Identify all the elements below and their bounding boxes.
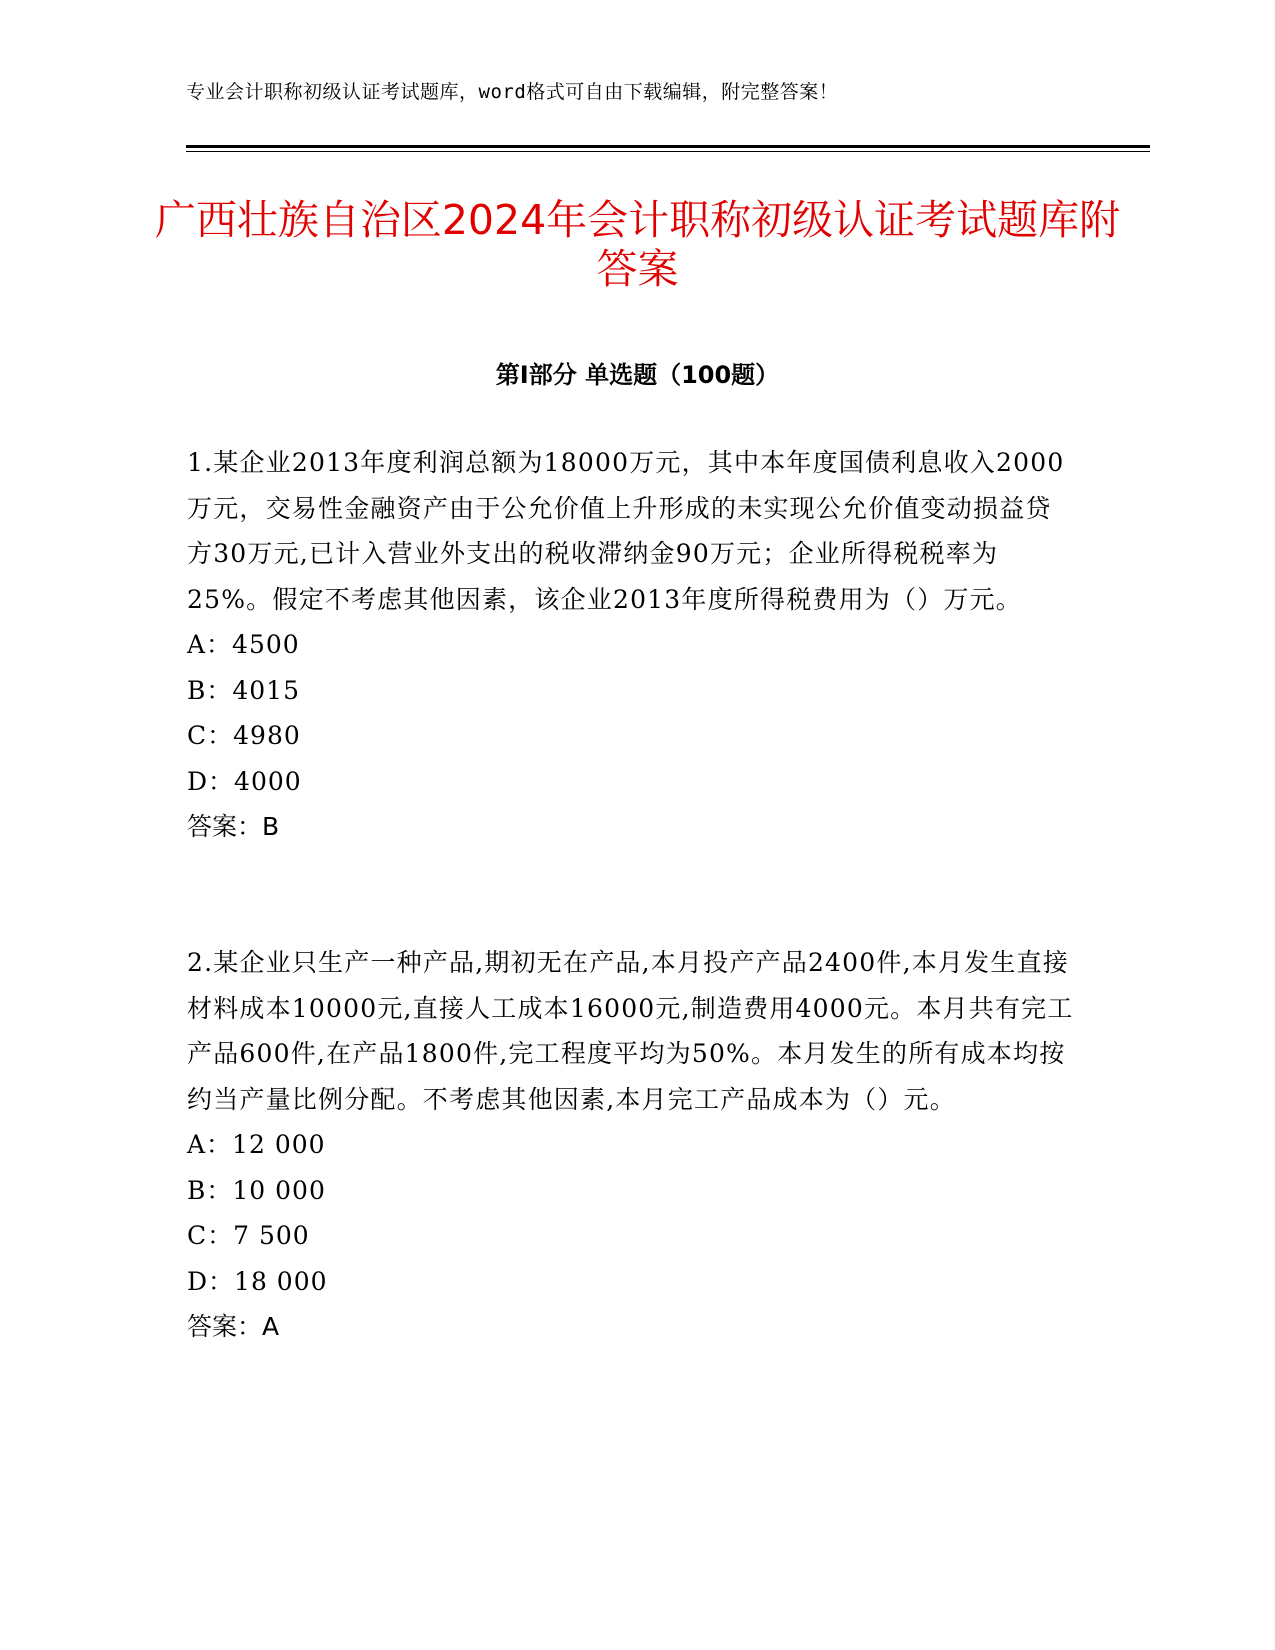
option-a: A：4500: [187, 630, 300, 659]
option-a: A：12 000: [187, 1130, 326, 1159]
answer: 答案：B: [187, 812, 280, 841]
option-d: D：4000: [187, 766, 302, 796]
page-header: 专业会计职称初级认证考试题库，word格式可自由下载编辑，附完整答案！: [186, 81, 839, 103]
header-divider-thin: [186, 151, 1150, 152]
option-b: B：10 000: [187, 1175, 326, 1205]
document-title: 广西壮族自治区2024年会计职称初级认证考试题库附答案: [154, 196, 1121, 293]
option-c: C：4980: [187, 721, 301, 750]
option-d: D：18 000: [187, 1266, 328, 1296]
question-stem: 1.某企业2013年度利润总额为18000万元，其中本年度国债利息收入2000万元，交易性金融资产由于公允价值上升形成的未实现公允价值变动损益贷方30万元,已计入营业外支出的税收滞纳金90万元；企业所得税税率为25%。假定不考虑其他因素，该企业2013年度所得税费用为（）万元。: [187, 448, 1065, 614]
question-1: [187, 440, 1077, 850]
question-2: [187, 940, 1077, 1350]
section-title: 第Ⅰ部分 单选题（100题）: [495, 361, 780, 389]
answer: 答案：A: [187, 1312, 280, 1341]
question-stem: 2.某企业只生产一种产品,期初无在产品,本月投产产品2400件,本月发生直接材料成本10000元,直接人工成本16000元,制造费用4000元。本月共有完工产品600件,在产品1800件,完工程度平均为50%。本月发生的所有成本均按约当产量比例分配。不考虑其他因素,本月完工产品成本为（）元。: [187, 948, 1074, 1114]
option-b: B：4015: [187, 675, 300, 705]
option-c: C：7 500: [187, 1221, 310, 1250]
header-divider-thick: [186, 145, 1150, 148]
